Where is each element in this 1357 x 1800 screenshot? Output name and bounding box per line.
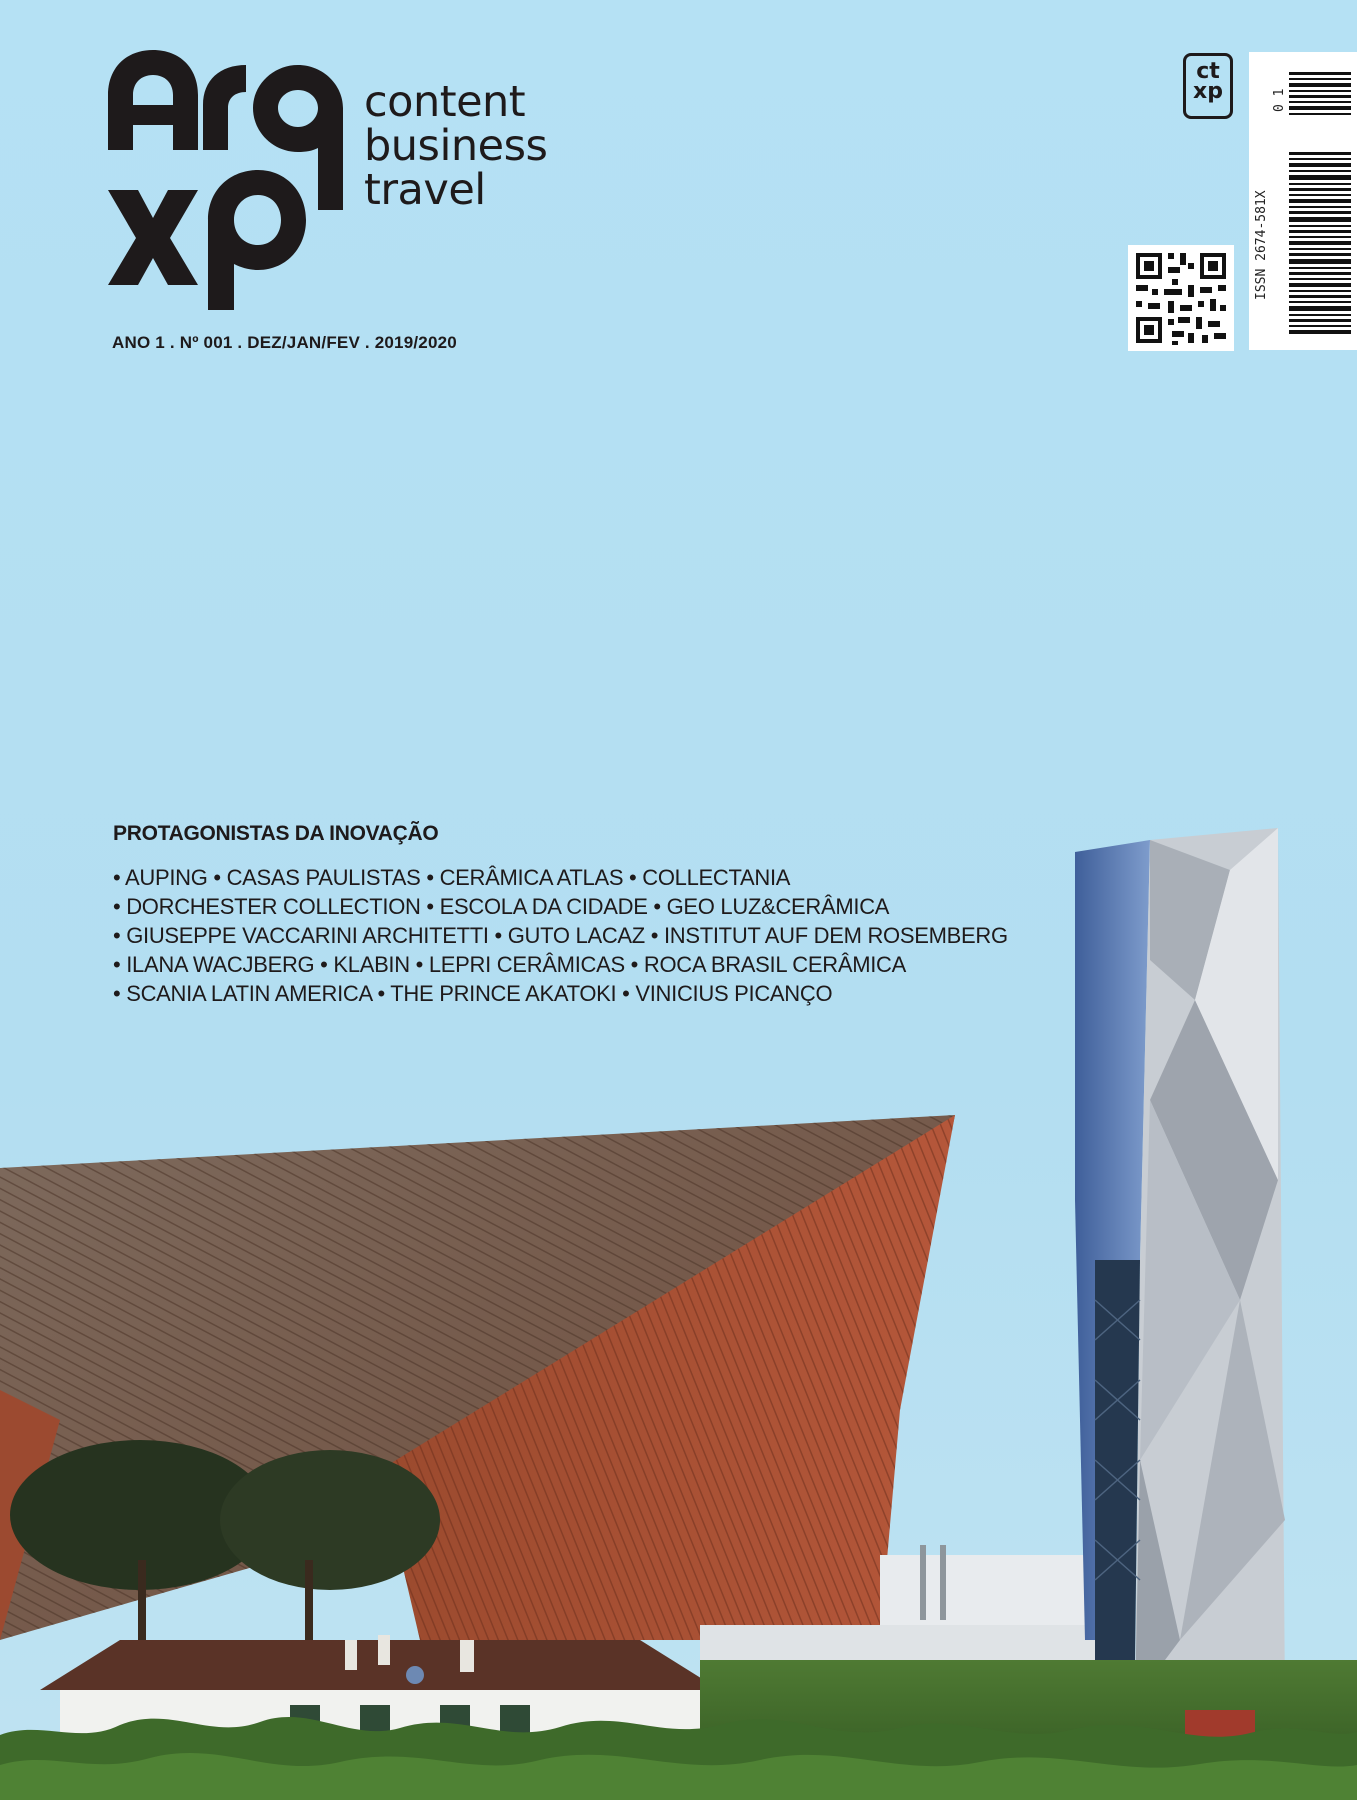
tagline-line: content bbox=[364, 77, 526, 127]
tagline-line: travel bbox=[364, 165, 486, 215]
cover-headline: PROTAGONISTAS DA INOVAÇÃO bbox=[113, 822, 439, 845]
list-item: • ILANA WACJBERG • KLABIN • LEPRI CERÂMICAS • ROCA BRASIL CERÂMICA bbox=[113, 952, 907, 977]
ctxp-mark: ct xp bbox=[1183, 53, 1233, 119]
issn-number: ISSN 2674-581X bbox=[1254, 190, 1269, 300]
issue-code: 0 1 bbox=[1272, 88, 1287, 112]
qr-code bbox=[1128, 245, 1234, 351]
tagline bbox=[364, 77, 548, 215]
list-item: • AUPING • CASAS PAULISTAS • CERÂMICA ATLAS • COLLECTANIA bbox=[113, 865, 791, 890]
issue-line: ANO 1 . Nº 001 . DEZ/JAN/FEV . 2019/2020 bbox=[112, 333, 457, 352]
protagonists-list bbox=[113, 863, 1008, 1008]
arqxp-logo bbox=[108, 50, 358, 310]
list-item: • SCANIA LATIN AMERICA • THE PRINCE AKATOKI • VINICIUS PICANÇO bbox=[113, 981, 833, 1006]
list-item: • DORCHESTER COLLECTION • ESCOLA DA CIDADE • GEO LUZ&CERÂMICA bbox=[113, 894, 890, 919]
tagline-line: business bbox=[364, 121, 548, 171]
list-item: • GIUSEPPE VACCARINI ARCHITETTI • GUTO LACAZ • INSTITUT AUF DEM ROSEMBERG bbox=[113, 923, 1008, 948]
